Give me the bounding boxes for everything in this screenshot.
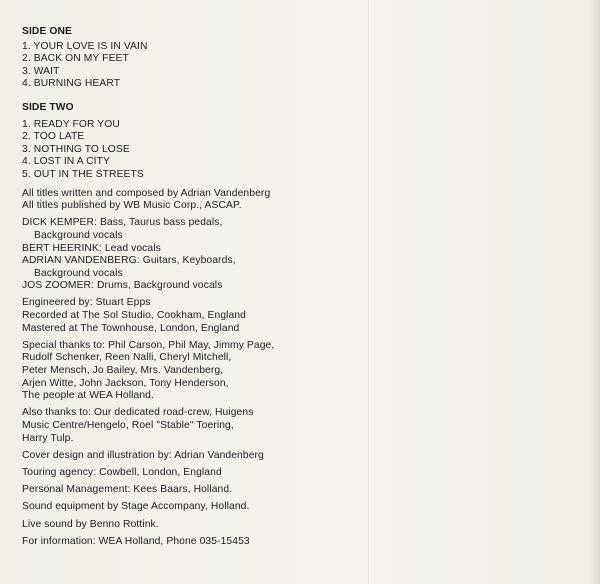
credit-line: DICK KEMPER: Bass, Taurus bass pedals, xyxy=(22,217,223,229)
credit-line: For information: WEA Holland, Phone 035-15453 xyxy=(22,535,250,547)
track-item: 1. YOUR LOVE IS IN VAIN xyxy=(22,40,148,52)
track-item: 3. NOTHING TO LOSE xyxy=(22,143,130,155)
track-item: 2. BACK ON MY FEET xyxy=(22,53,129,65)
live-sound-credit xyxy=(22,519,582,532)
credit-line: Background vocals xyxy=(34,267,123,279)
credit-line: The people at WEA Holland. xyxy=(22,390,154,402)
information-credit xyxy=(22,536,582,549)
management-credit xyxy=(22,484,582,497)
side-one-heading: SIDE ONE xyxy=(22,26,73,37)
cover-credit xyxy=(22,450,582,463)
credit-line: Recorded at The Sol Studio, Cookham, England xyxy=(22,310,247,322)
track-item: 2. TOO LATE xyxy=(22,131,85,143)
also-thanks xyxy=(22,407,582,445)
track-item: 1. READY FOR YOU xyxy=(22,118,120,130)
credit-line: BERT HEERINK: Lead vocals xyxy=(22,242,161,254)
special-thanks xyxy=(22,340,582,403)
credit-line: Harry Tulp. xyxy=(22,432,74,444)
liner-notes-text xyxy=(22,26,582,553)
credit-line: Rudolf Schenker, Reen Nalli, Cheryl Mitchell, xyxy=(22,352,232,364)
paper-edge-shadow xyxy=(590,0,600,584)
credit-line: All titles written and composed by Adrian Vandenberg xyxy=(22,187,271,199)
credit-line: Peter Mensch, Jo Bailey, Mrs. Vandenberg, xyxy=(22,365,224,377)
side-one-tracklist xyxy=(22,41,582,91)
sound-equipment-credit xyxy=(22,501,582,514)
track-item: 4. LOST IN A CITY xyxy=(22,156,110,168)
side-two-tracklist xyxy=(22,119,582,182)
credit-line: Mastered at The Townhouse, London, England xyxy=(22,322,240,334)
side-one-section xyxy=(22,26,582,91)
side-two-heading: SIDE TWO xyxy=(22,101,74,113)
credit-line: Also thanks to: Our dedicated road-crew, Huigens xyxy=(22,407,254,419)
track-item: 4. BURNING HEART xyxy=(22,78,121,90)
credit-line: Engineered by: Stuart Epps xyxy=(22,297,151,309)
credit-line: ADRIAN VANDENBERG: Guitars, Keyboards, xyxy=(22,255,236,267)
engineering-credits xyxy=(22,297,582,335)
credit-line: Live sound by Benno Rottink. xyxy=(22,518,159,530)
track-item: 5. OUT IN THE STREETS xyxy=(22,168,144,180)
touring-credit xyxy=(22,467,582,480)
credit-line: Touring agency: Cowbell, London, England xyxy=(22,466,222,478)
side-two-section xyxy=(22,102,582,182)
track-item: 3. WAIT xyxy=(22,65,60,77)
writing-credits xyxy=(22,188,582,213)
credit-line: Background vocals xyxy=(34,229,123,241)
credit-line: Music Centre/Hengelo, Roel "Stable" Toering, xyxy=(22,420,234,431)
credit-line: All titles published by WB Music Corp., ASCAP. xyxy=(22,200,242,212)
credit-line: JOS ZOOMER: Drums, Background vocals xyxy=(22,280,223,292)
credit-line: Sound equipment by Stage Accompany, Holland. xyxy=(22,501,250,513)
credit-line: Arjen Witte, John Jackson, Tony Henderson, xyxy=(22,377,229,389)
credit-line: Personal Management: Kees Baars, Holland. xyxy=(22,484,233,496)
credit-line: Cover design and illustration by: Adrian Vandenberg xyxy=(22,449,264,461)
credit-line: Special thanks to: Phil Carson, Phil May, Jimmy Page, xyxy=(22,339,275,351)
musician-credits xyxy=(22,217,582,293)
